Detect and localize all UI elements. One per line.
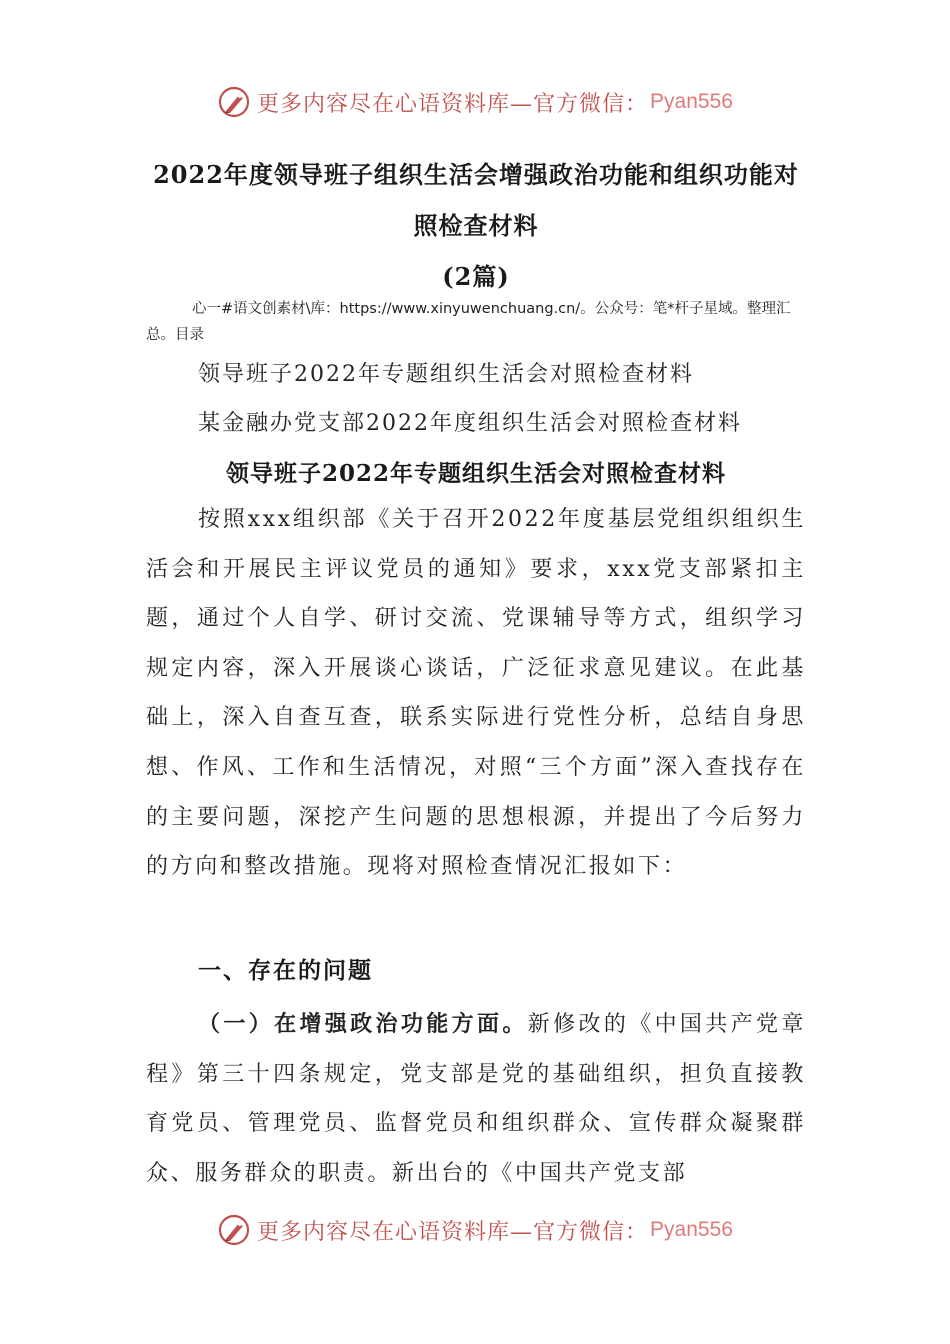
document-title-line-1: 2022年度领导班子组织生活会增强政治功能和组织功能对 [153,160,799,189]
intro-paragraph: 按照xxx组织部《关于召开2022年度基层党组织组织生活会和开展民主评议党员的通知》要求，xxx党支部紧扣主题，通过个人自学、研讨交流、党课辅导等方式，组织学习规定内容，深入开展谈心谈话，广泛征求意见建议。在此基础上，深入自查互查，联系实际进行党性分析，总结自身思想、作风、工作和生活情况，对照“三个方面”深入查找存在的主要问题，深挖产生问题的思想根源，并提出了今后努力的方向和整改措施。现将对照检查情况汇报如下： [146,507,806,880]
document-title-line-2: 照检查材料 [413,211,539,240]
source-note: 心一#语文创素材\库：https://www.xinyuwenchuang.cn/。公众号：笔*杆子星域。整理汇总。目录 [146,301,791,343]
subsection-paragraph [146,1000,806,1198]
banner-wechat-id: Pyan556 [650,1218,733,1241]
subsection-lead: （一）在增强政治功能方面。 [198,1011,528,1037]
toc-item: 领导班子2022年专题组织生活会对照检查材料 [198,362,694,387]
toc-item: 某金融办党支部2022年度组织生活会对照检查材料 [198,411,742,436]
heading-problems: 一、存在的问题 [198,957,373,984]
banner-text: 更多内容尽在心语资料库—官方微信： [257,1219,649,1245]
footer-banner [0,1210,950,1250]
section-title: 领导班子2022年专题组织生活会对照检查材料 [225,460,726,487]
document-title-count: (2篇) [442,262,510,291]
pen-nib-logo-icon [217,85,251,119]
header-banner [0,82,950,122]
banner-text: 更多内容尽在心语资料库—官方微信： [257,91,649,117]
banner-wechat-id: Pyan556 [650,90,733,113]
pen-nib-logo-icon [217,1213,251,1247]
subsection-text: 新修改的《中国共产党章程》第三十四条规定，党支部是党的基础组织，担负直接教育党员、管理党员、监督党员和组织群众、宣传群众凝聚群众、服务群众的职责。新出台的《中国共产党支部 [146,1012,806,1186]
